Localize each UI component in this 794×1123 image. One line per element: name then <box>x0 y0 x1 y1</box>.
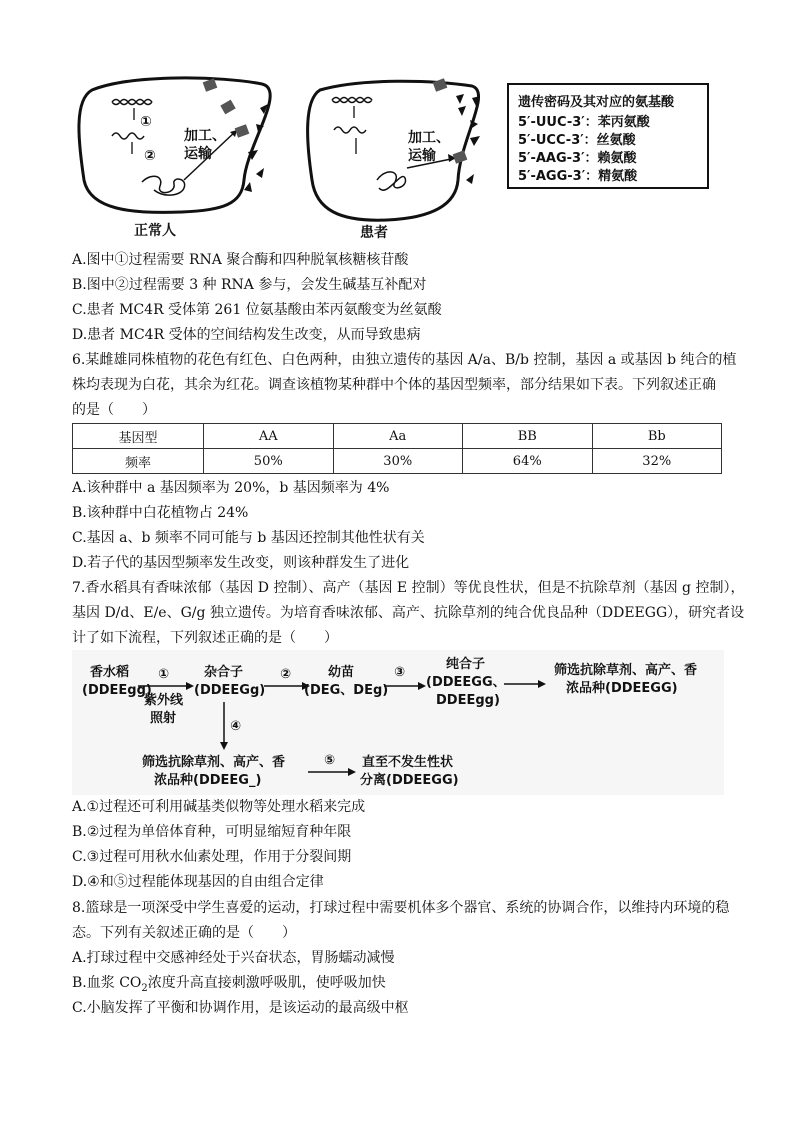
q7-option-c: C.③过程可用秋水仙素处理，作用于分裂间期 <box>72 849 352 865</box>
q7-stem-1: 7.香水稻具有香味浓郁（基因 D 控制）、高产（基因 E 控制）等优良性状，但是不抗除草剂（基因 g 控制）， <box>72 580 745 596</box>
table-header-cell: 基因型 <box>73 424 204 449</box>
flow-node-select-2: 筛选抗除草剂、高产、香 <box>142 755 286 770</box>
q8-option-b-sub: 2 <box>141 982 148 994</box>
q8-option-c: C.小脑发挥了平衡和协调作用，是该运动的最高级中枢 <box>72 1000 409 1016</box>
flow-step-4: ④ <box>230 719 242 734</box>
q8-option-b <box>72 973 386 999</box>
process-label-2: 运输 <box>184 146 212 162</box>
q6-option-d: D.若子代的基因型频率发生改变，则该种群发生了进化 <box>72 555 410 571</box>
patient-process-label-2: 运输 <box>408 148 436 164</box>
q6-option-a: A.该种群中 a 基因频率为 20%，b 基因频率为 4% <box>72 480 390 496</box>
q7-option-a: A.①过程还可利用碱基类似物等处理水稻来完成 <box>72 799 366 815</box>
normal-cell-outline <box>79 78 270 212</box>
q8-option-a: A.打球过程中交感神经处于兴奋状态，胃肠蠕动减慢 <box>72 950 395 966</box>
table-header-cell: AA <box>204 424 334 449</box>
genotype-frequency-table <box>72 423 722 474</box>
table-cell: 64% <box>463 449 593 474</box>
table-header-row <box>73 424 722 449</box>
q8-stem-2: 态。下列有关叙述正确的是（ ） <box>72 925 296 941</box>
patient-dna-icon <box>332 98 372 103</box>
patient-ligand-icon <box>456 94 464 104</box>
table-cell: 50% <box>204 449 334 474</box>
process-label-1: 加工、 <box>184 128 226 144</box>
patient-process-label-1: 加工、 <box>408 130 450 146</box>
flow-node-homozygote-genotype-2: DDEEgg) <box>436 693 500 708</box>
flow-node-select-1-genotype: 浓品种(DDEEGG) <box>566 681 678 696</box>
normal-mrna-icon <box>112 133 144 139</box>
flow-node-select-1: 筛选抗除草剂、高产、香 <box>554 663 698 678</box>
table-cell: 频率 <box>73 449 204 474</box>
codon-table-title: 遗传密码及其对应的氨基酸 <box>518 95 675 110</box>
flow-node-seedling-genotype: (DEG、DEg) <box>304 683 389 698</box>
q6-stem-2: 株均表现为白花，其余为红花。调查该植物某种群中个体的基因型频率，部分结果如下表。下列叙述正确 <box>72 377 716 393</box>
q6-stem-3: 的是（ ） <box>72 402 156 418</box>
flow-node-stable-genotype: 分离(DDEEGG) <box>360 773 459 788</box>
table-header-cell: Aa <box>333 424 463 449</box>
codon-row-1: 5′-UUC-3′：苯丙氨酸 <box>518 115 650 130</box>
table-cell: 30% <box>333 449 463 474</box>
breeding-flowchart <box>72 650 724 795</box>
flow-uv-2: 照射 <box>150 711 177 726</box>
normal-polypeptide-icon <box>142 176 185 195</box>
q6-stem-1: 6.某雌雄同株植物的花色有红色、白色两种，由独立遗传的基因 A/a、B/b 控制，基因 a 或基因 b 纯合的植 <box>72 352 737 368</box>
q8-option-b-pre: B.血浆 CO <box>72 975 142 991</box>
q5-option-b: B.图中②过程需要 3 种 RNA 参与，会发生碱基互补配对 <box>72 277 427 293</box>
flow-node-hybrid: 杂合子 <box>204 665 244 680</box>
codon-row-4: 5′-AGG-3′：精氨酸 <box>518 169 638 184</box>
table-row <box>73 449 722 474</box>
codon-row-2: 5′-UCC-3′：丝氨酸 <box>518 133 636 148</box>
q5-option-d: D.患者 MC4R 受体的空间结构发生改变，从而导致患病 <box>72 327 421 343</box>
q7-option-d: D.④和⑤过程能体现基因的自由组合定律 <box>72 874 324 890</box>
codon-row-3: 5′-AAG-3′：赖氨酸 <box>518 151 637 166</box>
normal-receptor-icon <box>203 78 218 92</box>
patient-receptor-icon <box>433 78 448 92</box>
flow-step-1: ① <box>158 667 170 682</box>
flow-step-2: ② <box>280 667 292 682</box>
q6-option-b: B.该种群中白花植物占 24% <box>72 505 249 521</box>
table-header-cell: Bb <box>592 424 722 449</box>
q7-stem-2: 基因 D/d、E/e、G/g 独立遗传。为培育香味浓郁、高产、抗除草剂的纯合优良品种（DDEEGG），研究者设 <box>72 605 745 621</box>
q5-option-a: A.图中①过程需要 RNA 聚合酶和四种脱氧核糖核苷酸 <box>72 252 409 268</box>
patient-mrna-icon <box>334 127 366 133</box>
flow-uv-1: 紫外线 <box>144 693 184 708</box>
normal-label: 正常人 <box>134 223 176 239</box>
q5-option-c: C.患者 MC4R 受体第 261 位氨基酸由苯丙氨酸变为丝氨酸 <box>72 302 442 318</box>
step1-label: ① <box>140 114 152 130</box>
q6-option-c: C.基因 a、b 频率不同可能与 b 基因还控制其他性状有关 <box>72 530 425 546</box>
q7-stem-3: 计了如下流程，下列叙述正确的是（ ） <box>72 630 338 646</box>
q7-option-b: B.②过程为单倍体育种，可明显缩短育种年限 <box>72 824 352 840</box>
patient-polypeptide-icon <box>377 172 406 190</box>
step2-label: ② <box>144 148 156 164</box>
patient-label: 患者 <box>360 225 388 241</box>
flow-step-5: ⑤ <box>324 753 336 768</box>
gene-expression-figure <box>72 70 724 245</box>
table-cell: 32% <box>592 449 722 474</box>
q8-stem-1: 8.篮球是一项深受中学生喜爱的运动，打球过程中需要机体多个器官、系统的协调合作，以维持内环境的稳 <box>72 900 730 916</box>
flow-node-stable: 直至不发生性状 <box>362 755 454 770</box>
flow-node-homozygote: 纯合子 <box>446 657 486 672</box>
flow-node-rice: 香水稻 <box>90 665 130 680</box>
flow-node-seedling: 幼苗 <box>328 665 355 680</box>
flow-node-homozygote-genotype-1: (DDEEGG、 <box>426 675 506 690</box>
flow-node-select-2-genotype: 浓品种(DDEEG_) <box>154 773 262 788</box>
normal-dna-icon <box>112 100 152 105</box>
flow-step-3: ③ <box>394 665 406 680</box>
flow-node-rice-genotype: (DDEEgg) <box>82 683 152 698</box>
q8-option-b-post: 浓度升高直接刺激呼吸肌，使呼吸加快 <box>147 975 386 991</box>
table-header-cell: BB <box>463 424 593 449</box>
flow-node-hybrid-genotype: (DDEEGg) <box>194 683 266 698</box>
